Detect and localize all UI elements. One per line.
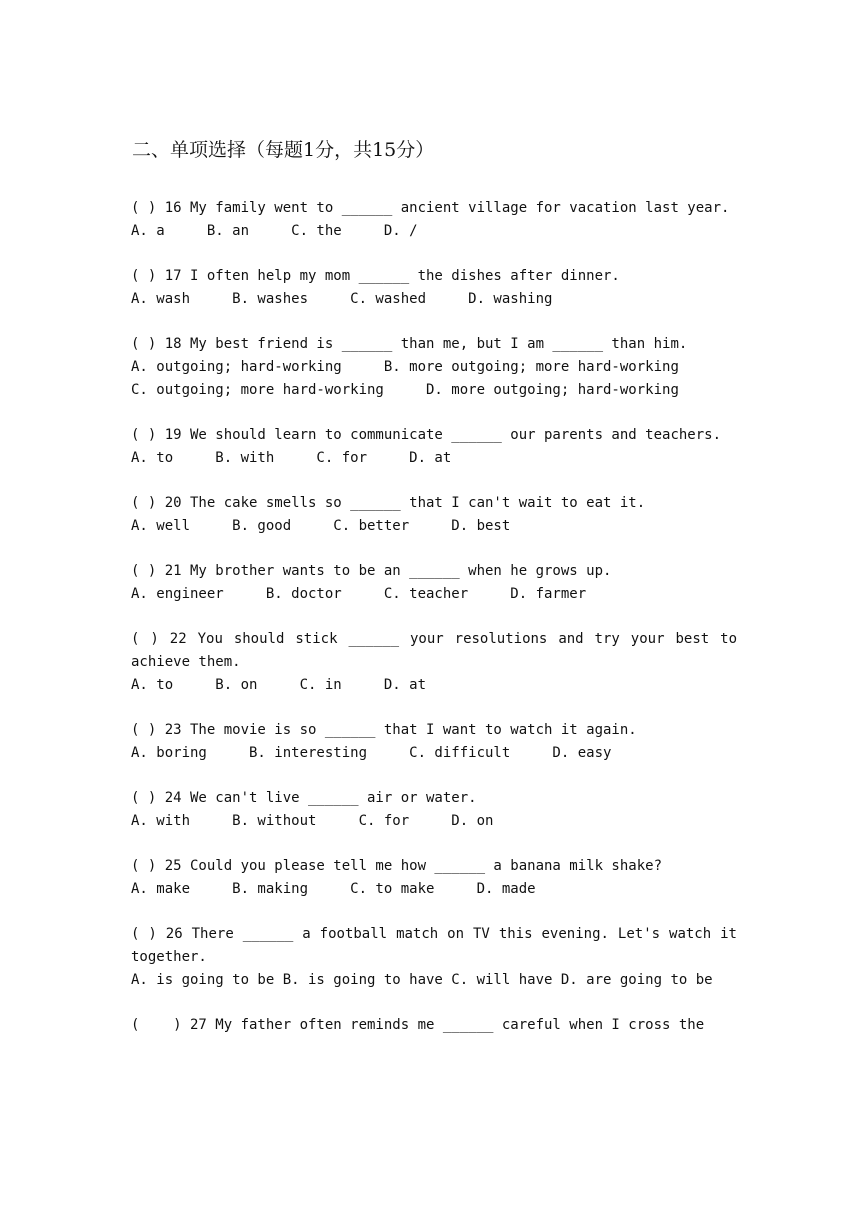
question-19 [131,424,737,470]
section-title: 二、单项选择（每题1分，共15分） [132,139,435,161]
question-stem: ( ) 17 I often help my mom ______ the dishes after dinner. [131,268,620,284]
question-options: A. outgoing; hard-working B. more outgoing; more hard-working [131,359,679,375]
question-20 [131,492,737,538]
question-stem: ( ) 24 We can't live ______ air or water. [131,790,477,806]
question-stem: ( ) 18 My best friend is ______ than me, but I am ______ than him. [131,336,688,352]
question-list [131,197,737,1059]
question-stem: ( ) 23 The movie is so ______ that I want to watch it again. [131,722,637,738]
question-options: A. engineer B. doctor C. teacher D. farmer [131,586,587,602]
question-stem: ( ) 16 My family went to ______ ancient village for vacation last year. [131,200,730,216]
question-21 [131,560,737,606]
question-18 [131,333,737,402]
question-options: A. boring B. interesting C. difficult D. easy [131,745,612,761]
question-stem: ( ) 22 You should stick ______ your resolutions and try your best to achieve them. [131,631,737,670]
question-stem: ( ) 21 My brother wants to be an ______ when he grows up. [131,563,612,579]
question-27 [131,1014,737,1037]
question-24 [131,787,737,833]
question-stem: ( ) 19 We should learn to communicate ______ our parents and teachers. [131,427,722,443]
question-23 [131,719,737,765]
question-options: C. outgoing; more hard-working D. more outgoing; hard-working [131,382,679,398]
question-22 [131,628,737,697]
question-stem: ( ) 27 My father often reminds me ______ careful when I cross the [131,1017,705,1033]
question-options: A. is going to be B. is going to have C. will have D. are going to be [131,972,713,988]
question-options: A. to B. with C. for D. at [131,450,452,466]
question-16 [131,197,737,243]
question-17 [131,265,737,311]
question-options: A. well B. good C. better D. best [131,518,511,534]
question-stem: ( ) 26 There ______ a football match on TV this evening. Let's watch it together. [131,926,737,965]
question-options: A. with B. without C. for D. on [131,813,494,829]
question-26 [131,923,737,992]
question-options: A. to B. on C. in D. at [131,677,427,693]
question-stem: ( ) 25 Could you please tell me how ______ a banana milk shake? [131,858,663,874]
question-options: A. a B. an C. the D. / [131,223,418,239]
question-25 [131,855,737,901]
question-options: A. make B. making C. to make D. made [131,881,536,897]
question-stem: ( ) 20 The cake smells so ______ that I can't wait to eat it. [131,495,646,511]
question-options: A. wash B. washes C. washed D. washing [131,291,553,307]
